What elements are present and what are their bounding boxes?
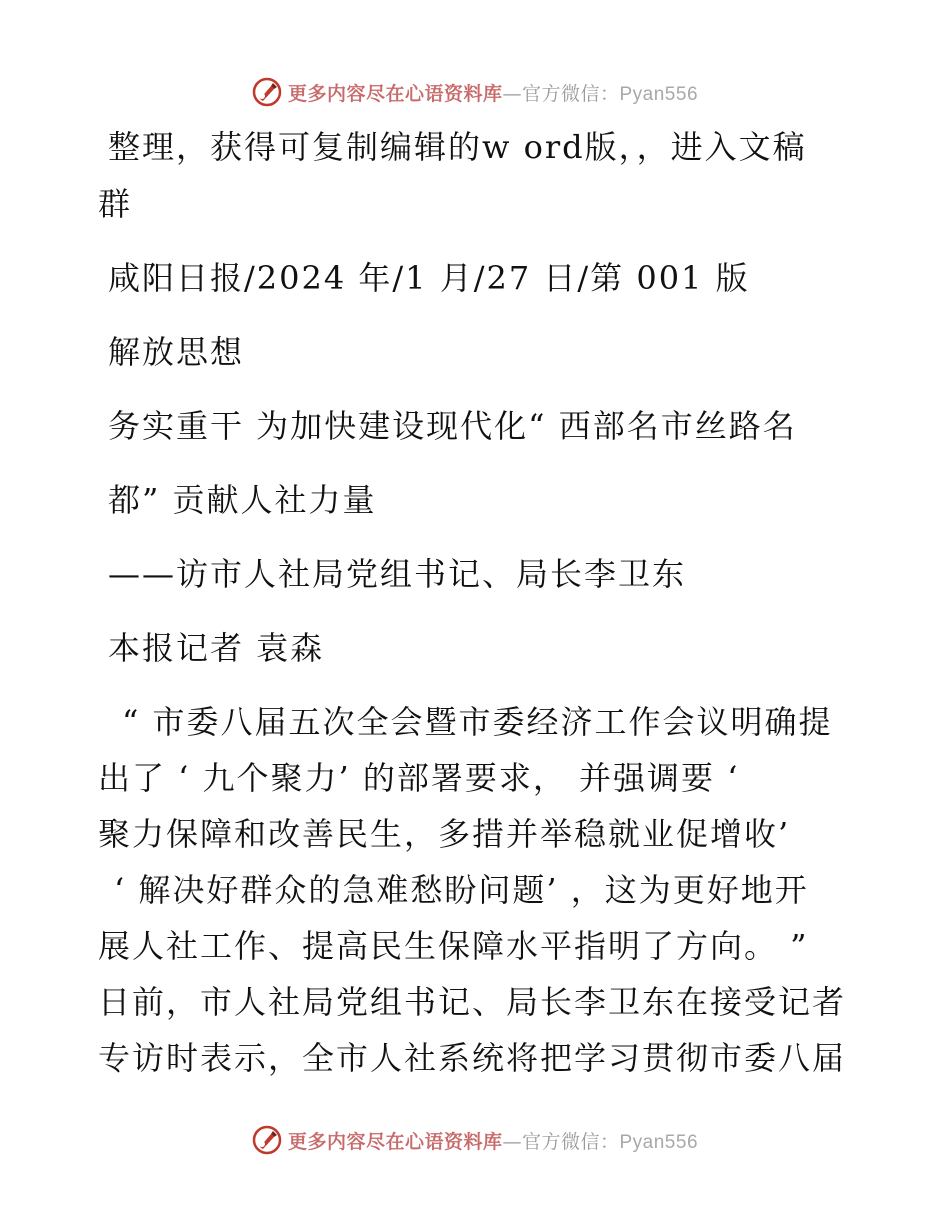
- text-line: 解放思想: [108, 333, 245, 371]
- text-line: 群: [98, 185, 133, 223]
- text-line: 日前，市人社局党组书记、局长李卫东在接受记者: [98, 983, 847, 1021]
- text-line: 出了 ‘ 九个聚力’ 的部署要求， 并强调要 ‘: [98, 759, 740, 797]
- text-line: 展人社工作、提高民生保障水平指明了方向。 ”: [98, 927, 809, 965]
- text-line: 专访时表示，全市人社系统将把学习贯彻市委八届: [98, 1039, 847, 1077]
- text-line: 都” 贡献人社力量: [108, 481, 377, 519]
- text-line: 务实重干 为加快建设现代化“ 西部名市丝路名: [108, 407, 797, 445]
- text-line: 咸阳日报/2024 年/1 月/27 日/第 001 版: [108, 259, 750, 297]
- pen-logo-icon: [252, 77, 282, 107]
- header-banner: [0, 72, 950, 112]
- pen-logo-icon: [252, 1125, 282, 1155]
- text-line: 聚力保障和改善民生，多措并举稳就业促增收’: [98, 815, 791, 853]
- footer-banner: [0, 1120, 950, 1160]
- text-line: “ 市委八届五次全会暨市委经济工作会议明确提: [122, 703, 833, 741]
- text-line: ‘ 解决好群众的急难愁盼问题’ ，这为更好地开: [114, 871, 809, 909]
- banner-text: 更多内容尽在心语资料库—官方微信：Pyan556: [287, 1130, 699, 1153]
- text-line: 整理，获得可复制编辑的w ord版，，进入文稿: [108, 128, 807, 166]
- banner-text: 更多内容尽在心语资料库—官方微信：Pyan556: [287, 82, 699, 105]
- text-line: 本报记者 袁森: [108, 629, 325, 667]
- text-line: ——访市人社局党组书记、局长李卫东: [108, 555, 687, 593]
